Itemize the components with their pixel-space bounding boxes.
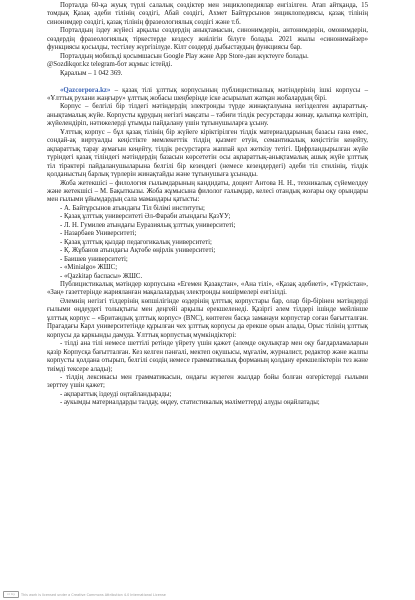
- list-item: - Назарбаев Университеті;: [60, 230, 137, 238]
- list-item: - Л. Н. Гумилев атындағы Еуразиялық ұлттық университеті;: [60, 221, 236, 229]
- telegram-bot-paragraph: @Sozdikqor.kz telegram-бот жұмыс істейді.: [47, 61, 173, 69]
- license-footer: [3, 591, 166, 598]
- list-item: - А. Байтұрсынов атындағы Тіл білімі институты;: [60, 204, 205, 212]
- list-item: - Қазақ ұлттық университеті Әл-Фараби атындағы ҚазҰУ;: [60, 213, 231, 221]
- creative-commons-badge-icon: cc by: [3, 591, 19, 598]
- participants-list: [47, 205, 368, 281]
- newspapers-paragraph: Публицистикалық мәтіндер корпусына «Егемен Қазақстан», «Ана тілі», «Қазақ әдебиеті», «Түркістан», «Заң» газеттерінде жарияланған мақалалардың электронды көшірмелері енгізілді.: [47, 281, 368, 297]
- list-item: - Баишев университеті;: [60, 255, 128, 263]
- corpus-definition-paragraph: Корпус – белгілі бір тілдегі мәтіндердің электронды түрде жинақталуына негізделген ақпараттық-анықтамалық жүйе. Корпусты құрудың негізгі мақсаты – тәбиғи тілдік ресурстарды жинау, қалыпқа келтіріп, жүйелендіріп, нәтижелерді ұтымды пайдалану үшін тұтынушыларға ұсыну.: [47, 103, 368, 128]
- views-count: Қаралым – 1 042 369.: [60, 69, 123, 77]
- list-item: - «Qazkitap баспасы» ЖШС.: [60, 272, 143, 280]
- qazcorpora-intro-paragraph: [47, 87, 368, 104]
- portal-search-paragraph: Порталдың іздеу жүйесі арқылы сөздердің анықтамасын, синонимдерін, антонимдерін, омонимдерін, сөздердің фразеологиялық тіркестерде кездесу жиілігін білуге болады. 2021 жылы «синонимайзер» функциясы қосылды, тестілеу жүргізілуде. Кілт сөздерді дыбыстаудың функциясы бар.: [47, 27, 368, 52]
- qazcorpora-link[interactable]: «Qazcorpora.kz»: [60, 86, 111, 94]
- national-corpus-paragraph: Ұлттық корпус – бұл қазақ тілінің бір жүйеге кіріктірілген тілдік материалдарының базасы ғана емес, сондай-ақ виртуалды кеңістікте мемлекеттік тілдің қызмет етуін, семантикалық кеңістігін кеңейту, ақпараттық тарау аумағын кеңейту, тілдік ресурстарға жаппай қол жеткізу тетігі. Цифрландырылған жүйе түріндегі қазақ тіліндегі мәтіндердің базасын көрсететін осы ақпараттық-анықтамалық ашық жүйе ұлттық тіл тірәктері пайдаланушыларына белгілі бір кезеңдегі (немесе кезеңдердегі) әдеби тіл стилінің, тілдік қолданыстың барлық түрлерін жинақтайды және тұтынушыға ұсынады.: [47, 128, 368, 179]
- capability-research: - тілдің лексикасы мен грамматикасын, ондағы жүзеген жылдар бойы болған өзгерістерді ғылыми зерттеу үшін қажет;: [47, 373, 368, 390]
- capability-analysis: - аукымды материалдарды талдау, өңдеу, статистикалық мәліметтерді алуды оңайлатады;: [60, 399, 320, 407]
- capability-teaching: - тілді ана тілі немесе шеттілі ретінде үйрету үшін қажет (әлемде оқулықтар мен оқу бағдарламаларын қазір Корпусқа бағытталған. Кез келген пәнғалі, мектеп оқушысы, мұғалім, журналист, редактор және жалпы корпусты қолдана отырып, белгілі сөздің немесе грамматикалық форманың қолдану ерекшеліктерін тез және тиімді тексере алады);: [47, 340, 368, 373]
- license-text: This work is licensed under a Creative Commons Attribution 4.0 International License: [21, 592, 166, 597]
- capability-search: - ақпараттық іздеуді оңтайландырады;: [60, 390, 172, 398]
- world-corpora-paragraph: Әлемнің негізгі тілдерінің көпшілігінде өздерінің ұлттық корпустары бар, олар бір-бірінен мәтіндерді ғылыми өңдеудегі толықтығы мен деңгейі арқылы ерекшеленеді. Қазіргі әлем тілдері ішінде мейлінше ұлттық корпус – «Британдық ұлттық корпус» (BNC), көптеген басқа заманауи корпустар соған бағытталған. Прагадағы Карл университетінде құрылған чех ұлттық корпусы да ерекше орын алады, Орыс тілінің ұлттық корпусы да қаркынды дамуда. Ұлттық корпустың мүмкіндіктері:: [47, 297, 368, 339]
- list-item: - Қазақ ұлттық қыздар педагогикалық университеті;: [60, 238, 212, 246]
- list-item: - Қ. Жұбанов атындағы Ақтөбе өңірлік университеті;: [60, 247, 216, 255]
- qazcorpora-intro-text: – қазақ тілі ұлттық корпусының публицистикалық мәтіндерінің ішкі корпусы – «Ұлттық рухани жаңғыру» ұлттық жобасы шеңберінде іске асырылып жатқан жобалардың бірі.: [47, 86, 368, 103]
- mobile-app-paragraph: Порталдың мобильді қосымшасын Google Play және App Store-дан жүктеуге болады.: [60, 52, 309, 60]
- portal-dictionaries-paragraph: Порталда 60-қа жуық түрлі салалық сөздіктер мен энциклопедиялар енгізілген. Атап айтқанда, 15 томдық Қазақ әдеби тілінің сөздігі, Абай сөздігі, Ахмет Байтұрсынов энциклопедиясы, қазақ тілінің синонимдер сөздігі, қазақ тілінің фразеологиялық сөздігі және т.б.: [47, 2, 368, 26]
- list-item: - «Minialgo» ЖШС;: [60, 264, 118, 272]
- project-leaders-paragraph: Жоба жетекшісі – филология ғылымдарының кандидаты, доцент Антова Н. Н., техникалық сүйемелдеу және жетекшісі – М. Бақыткызы. Жоба жұмысына филолог ғалымдар, келесі отандық жоғары оқу орындары мен ғылыми ұйымдардың сала мамандары қатысты:: [47, 179, 368, 204]
